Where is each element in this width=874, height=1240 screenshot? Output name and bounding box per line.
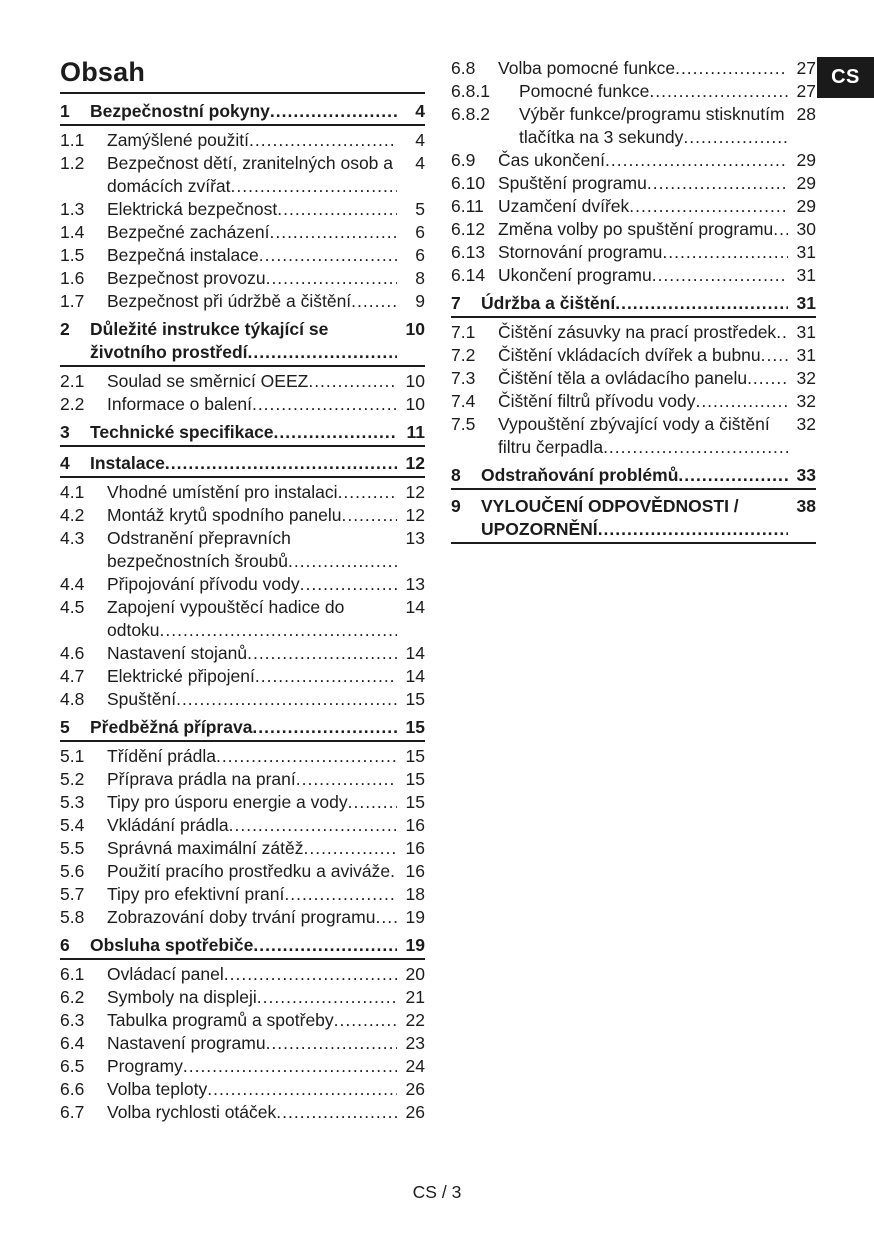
language-badge: CS — [817, 57, 874, 98]
toc-entry-row — [60, 573, 425, 596]
toc-entry-title: Údržba a čištění ..... — [481, 292, 788, 315]
toc-entry-row — [451, 413, 816, 459]
toc-entry-page: 22 — [405, 1010, 425, 1030]
toc-entry-page: 10 — [405, 319, 425, 339]
toc-entry-row — [60, 393, 425, 416]
toc-heading-row — [451, 292, 816, 318]
toc-entry-page: 32 — [796, 368, 816, 388]
toc-entry-page: 31 — [796, 242, 816, 262]
toc-entry-page: 33 — [796, 465, 816, 485]
toc-entry-number: 6.11 — [451, 196, 484, 216]
toc-entry-title: Bezpečnost provozu ..... — [107, 267, 397, 290]
toc-entry-number: 6 — [60, 935, 70, 955]
toc-entry-row — [60, 1009, 425, 1032]
toc-entry-title: Čas ukončení ..... — [498, 149, 788, 172]
toc-entry-row — [60, 768, 425, 791]
toc-entry-number: 4.3 — [60, 528, 85, 548]
toc-entry-row — [60, 244, 425, 267]
toc-entry-title: Bezpečnost dětí, zranitelných osob a domácích zvířat ..... — [107, 152, 397, 198]
toc-rows-left — [60, 100, 425, 1124]
toc-entry-row — [60, 745, 425, 768]
toc-entry-title: Volba rychlosti otáček ..... — [107, 1101, 397, 1124]
toc-column-left — [60, 57, 425, 1124]
toc-entry-page: 16 — [405, 815, 425, 835]
toc-entry-number: 1.7 — [60, 291, 85, 311]
toc-entry-number: 4.6 — [60, 643, 85, 663]
toc-entry-number: 6.4 — [60, 1033, 85, 1053]
toc-entry-number: 2.1 — [60, 371, 85, 391]
toc-entry-number: 1.5 — [60, 245, 85, 265]
toc-entry-page: 32 — [796, 391, 816, 411]
toc-entry-title: Odstraňování problémů ..... — [481, 464, 788, 487]
toc-entry-number: 6.7 — [60, 1102, 85, 1122]
toc-entry-title: Informace o balení ..... — [107, 393, 397, 416]
toc-entry-row — [60, 267, 425, 290]
toc-entry-page: 9 — [415, 291, 425, 311]
toc-heading-row — [60, 318, 425, 367]
toc-entry-row — [60, 963, 425, 986]
toc-entry-row — [60, 1032, 425, 1055]
toc-entry-number: 5.5 — [60, 838, 85, 858]
toc-entry-page: 29 — [796, 196, 816, 216]
toc-entry-page: 23 — [405, 1033, 425, 1053]
toc-entry-number: 4.8 — [60, 689, 85, 709]
toc-entry-title: Ukončení programu ..... — [498, 264, 788, 287]
toc-entry-page: 12 — [405, 453, 425, 473]
toc-entry-page: 19 — [405, 907, 425, 927]
toc-entry-page: 16 — [405, 838, 425, 858]
page-footer: CS / 3 — [412, 1182, 462, 1202]
toc-entry-page: 6 — [415, 245, 425, 265]
toc-entry-row — [60, 883, 425, 906]
toc-entry-number: 5.6 — [60, 861, 85, 881]
toc-heading-row — [451, 464, 816, 490]
toc-entry-row — [60, 221, 425, 244]
toc-entry-page: 31 — [796, 265, 816, 285]
toc-entry-row — [60, 814, 425, 837]
toc-entry-title: Změna volby po spuštění programu ..... — [498, 218, 788, 241]
toc-entry-number: 1 — [60, 101, 70, 121]
page-title: Obsah — [60, 57, 425, 94]
toc-entry-title: Volba teploty ..... — [107, 1078, 397, 1101]
toc-entry-row — [60, 1055, 425, 1078]
toc-entry-number: 6.8 — [451, 58, 476, 78]
toc-entry-number: 4.5 — [60, 597, 85, 617]
toc-entry-number: 6.9 — [451, 150, 476, 170]
toc-entry-number: 6.14 — [451, 265, 486, 285]
toc-entry-row — [60, 906, 425, 929]
toc-entry-title: Zobrazování doby trvání programu ..... — [107, 906, 397, 929]
toc-entry-row — [60, 837, 425, 860]
toc-entry-title: Čištění vkládacích dvířek a bubnu ..... — [498, 344, 788, 367]
toc-entry-number: 1.2 — [60, 153, 85, 173]
toc-entry-row — [451, 80, 816, 103]
toc-entry-row — [60, 596, 425, 642]
toc-entry-page: 30 — [796, 219, 816, 239]
toc-entry-title: Vkládání prádla ..... — [107, 814, 397, 837]
toc-entry-title: Bezpečnostní pokyny ..... — [90, 100, 397, 123]
toc-entry-row — [60, 986, 425, 1009]
toc-entry-title: Čištění těla a ovládacího panelu ..... — [498, 367, 788, 390]
toc-entry-number: 5.4 — [60, 815, 85, 835]
toc-entry-number: 1.1 — [60, 130, 85, 150]
toc-entry-page: 15 — [405, 689, 425, 709]
toc-entry-number: 7.1 — [451, 322, 476, 342]
toc-entry-page: 10 — [405, 394, 425, 414]
toc-entry-row — [60, 370, 425, 393]
toc-entry-title: Bezpečnost při údržbě a čištění ..... — [107, 290, 397, 313]
toc-entry-row — [451, 390, 816, 413]
toc-entry-title: Zamýšlené použití ..... — [107, 129, 397, 152]
toc-entry-number: 4.1 — [60, 482, 85, 502]
toc-entry-number: 6.1 — [60, 964, 85, 984]
toc-entry-page: 15 — [405, 769, 425, 789]
toc-entry-row — [60, 290, 425, 313]
toc-entry-number: 1.4 — [60, 222, 85, 242]
toc-entry-number: 4.7 — [60, 666, 85, 686]
toc-entry-page: 13 — [405, 528, 425, 548]
toc-entry-number: 6.8.2 — [451, 104, 490, 124]
toc-entry-page: 10 — [405, 371, 425, 391]
toc-entry-title: Výběr funkce/programu stisknutím tlačítka na 3 sekundy ..... — [519, 103, 788, 149]
toc-entry-number: 4.4 — [60, 574, 85, 594]
toc-entry-page: 6 — [415, 222, 425, 242]
toc-entry-title: Předběžná příprava ..... — [90, 716, 397, 739]
toc-entry-title: Připojování přívodu vody ..... — [107, 573, 397, 596]
toc-entry-number: 6.6 — [60, 1079, 85, 1099]
toc-entry-title: Použití pracího prostředku a aviváže ..... — [107, 860, 397, 883]
toc-entry-title: Odstranění přepravních bezpečnostních šroubů ..... — [107, 527, 397, 573]
toc-entry-page: 26 — [405, 1102, 425, 1122]
toc-entry-page: 11 — [406, 422, 425, 442]
toc-entry-number: 6.13 — [451, 242, 486, 262]
toc-entry-title: Čištění zásuvky na prací prostředek ..... — [498, 321, 788, 344]
toc-entry-number: 6.5 — [60, 1056, 85, 1076]
toc-entry-page: 28 — [796, 104, 816, 124]
toc-entry-number: 1.3 — [60, 199, 85, 219]
toc-entry-title: Třídění prádla ..... — [107, 745, 397, 768]
toc-entry-row — [451, 149, 816, 172]
toc-entry-page: 4 — [415, 101, 425, 121]
toc-entry-title: Stornování programu ..... — [498, 241, 788, 264]
toc-entry-number: 6.10 — [451, 173, 486, 193]
toc-entry-page: 14 — [405, 666, 425, 686]
toc-entry-page: 5 — [415, 199, 425, 219]
toc-entry-page: 18 — [405, 884, 425, 904]
toc-entry-title: Zapojení vypouštěcí hadice do odtoku ..... — [107, 596, 397, 642]
toc-heading-row — [60, 934, 425, 960]
toc-entry-number: 4.2 — [60, 505, 85, 525]
toc-entry-title: Tipy pro úsporu energie a vody ..... — [107, 791, 397, 814]
toc-heading-row — [60, 716, 425, 742]
toc-entry-number: 7 — [451, 293, 461, 313]
toc-entry-page: 4 — [415, 153, 425, 173]
toc-entry-page: 4 — [415, 130, 425, 150]
toc-entry-row — [451, 103, 816, 149]
toc-entry-title: Vhodné umístění pro instalaci ..... — [107, 481, 397, 504]
toc-entry-title: Vypouštění zbývající vody a čištění filtru čerpadla ..... — [498, 413, 788, 459]
toc-entry-row — [451, 195, 816, 218]
toc-entry-title: Důležité instrukce týkající se životního prostředí ..... — [90, 318, 397, 364]
toc-entry-title: Bezpečné zacházení ..... — [107, 221, 397, 244]
toc-entry-page: 24 — [405, 1056, 425, 1076]
toc-entry-number: 1.6 — [60, 268, 85, 288]
toc-entry-page: 13 — [405, 574, 425, 594]
toc-entry-page: 20 — [405, 964, 425, 984]
toc-entry-page: 29 — [796, 173, 816, 193]
toc-entry-row — [60, 642, 425, 665]
toc-entry-number: 6.8.1 — [451, 81, 490, 101]
toc-entry-row — [60, 665, 425, 688]
toc-entry-row — [60, 152, 425, 198]
toc-entry-row — [60, 129, 425, 152]
toc-entry-number: 4 — [60, 453, 70, 473]
toc-entry-page: 38 — [796, 496, 816, 516]
toc-entry-row — [60, 688, 425, 711]
toc-entry-page: 27 — [796, 81, 816, 101]
toc-entry-number: 7.2 — [451, 345, 476, 365]
toc-entry-row — [60, 481, 425, 504]
toc-entry-title: Tipy pro efektivní praní ..... — [107, 883, 397, 906]
toc-entry-page: 14 — [405, 643, 425, 663]
toc-entry-title: Instalace ..... — [90, 452, 397, 475]
toc-entry-row — [451, 218, 816, 241]
toc-entry-row — [60, 791, 425, 814]
toc-entry-number: 5.3 — [60, 792, 85, 812]
toc-entry-row — [451, 172, 816, 195]
toc-entry-page: 12 — [405, 505, 425, 525]
toc-entry-title: Obsluha spotřebiče ..... — [90, 934, 397, 957]
toc-entry-page: 12 — [405, 482, 425, 502]
toc-entry-title: Pomocné funkce ..... — [519, 80, 788, 103]
toc-entry-row — [451, 344, 816, 367]
toc-entry-title: Volba pomocné funkce ..... — [498, 57, 788, 80]
toc-entry-number: 7.3 — [451, 368, 476, 388]
toc-entry-row — [451, 321, 816, 344]
toc-entry-title: Správná maximální zátěž ..... — [107, 837, 397, 860]
toc-entry-page: 14 — [405, 597, 425, 617]
toc-entry-number: 7.5 — [451, 414, 476, 434]
toc-entry-number: 6.12 — [451, 219, 486, 239]
toc-heading-row — [451, 495, 816, 544]
toc-entry-row — [60, 1101, 425, 1124]
toc-entry-title: Soulad se směrnicí OEEZ ..... — [107, 370, 397, 393]
toc-entry-title: Nastavení programu ..... — [107, 1032, 397, 1055]
toc-entry-title: Symboly na displeji ..... — [107, 986, 397, 1009]
toc-entry-title: Spuštění ..... — [107, 688, 397, 711]
toc-entry-page: 21 — [405, 987, 425, 1007]
toc-column-right — [451, 57, 816, 1124]
toc-entry-title: Čištění filtrů přívodu vody ..... — [498, 390, 788, 413]
toc-entry-number: 5 — [60, 717, 70, 737]
toc-entry-number: 8 — [451, 465, 461, 485]
toc-entry-page: 31 — [796, 293, 816, 313]
toc-entry-page: 8 — [415, 268, 425, 288]
toc-entry-page: 27 — [796, 58, 816, 78]
toc-entry-row — [60, 504, 425, 527]
toc-entry-number: 3 — [60, 422, 70, 442]
toc-entry-title: Uzamčení dvířek ..... — [498, 195, 788, 218]
toc-entry-title: Programy ..... — [107, 1055, 397, 1078]
toc-entry-title: Elektrická bezpečnost ..... — [107, 198, 397, 221]
toc-entry-title: Příprava prádla na praní ..... — [107, 768, 397, 791]
toc-entry-row — [451, 241, 816, 264]
toc-entry-number: 5.2 — [60, 769, 85, 789]
toc-entry-title: VYLOUČENÍ ODPOVĚDNOSTI / UPOZORNĚNÍ ..... — [481, 495, 788, 541]
toc-entry-row — [60, 198, 425, 221]
toc-entry-page: 15 — [405, 792, 425, 812]
toc-entry-title: Bezpečná instalace ..... — [107, 244, 397, 267]
toc-entry-title: Nastavení stojanů ..... — [107, 642, 397, 665]
toc-entry-page: 15 — [405, 746, 425, 766]
toc-heading-row — [60, 100, 425, 126]
toc-rows-right — [451, 57, 816, 544]
toc-entry-title: Ovládací panel ..... — [107, 963, 397, 986]
toc-entry-row — [60, 1078, 425, 1101]
toc-heading-row — [60, 421, 425, 447]
toc-entry-number: 7.4 — [451, 391, 476, 411]
toc-entry-title: Technické specifikace ..... — [90, 421, 397, 444]
toc-entry-page: 16 — [405, 861, 425, 881]
toc-columns — [60, 57, 816, 1124]
toc-entry-title: Spuštění programu ..... — [498, 172, 788, 195]
toc-entry-number: 2.2 — [60, 394, 85, 414]
toc-entry-number: 6.3 — [60, 1010, 85, 1030]
toc-entry-page: 31 — [796, 322, 816, 342]
toc-heading-row — [60, 452, 425, 478]
toc-entry-number: 5.1 — [60, 746, 85, 766]
toc-entry-row — [60, 527, 425, 573]
toc-entry-number: 2 — [60, 319, 70, 339]
toc-entry-row — [451, 367, 816, 390]
toc-entry-page: 19 — [405, 935, 425, 955]
toc-entry-number: 9 — [451, 496, 461, 516]
toc-entry-row — [451, 264, 816, 287]
toc-entry-number: 5.7 — [60, 884, 85, 904]
toc-entry-number: 5.8 — [60, 907, 85, 927]
toc-entry-row — [60, 860, 425, 883]
toc-entry-page: 26 — [405, 1079, 425, 1099]
toc-entry-title: Elektrické připojení ..... — [107, 665, 397, 688]
toc-entry-page: 31 — [796, 345, 816, 365]
toc-entry-page: 29 — [796, 150, 816, 170]
toc-entry-title: Montáž krytů spodního panelu ..... — [107, 504, 397, 527]
toc-entry-page: 32 — [796, 414, 816, 434]
toc-entry-title: Tabulka programů a spotřeby ..... — [107, 1009, 397, 1032]
toc-entry-number: 6.2 — [60, 987, 85, 1007]
toc-entry-row — [451, 57, 816, 80]
toc-entry-page: 15 — [405, 717, 425, 737]
